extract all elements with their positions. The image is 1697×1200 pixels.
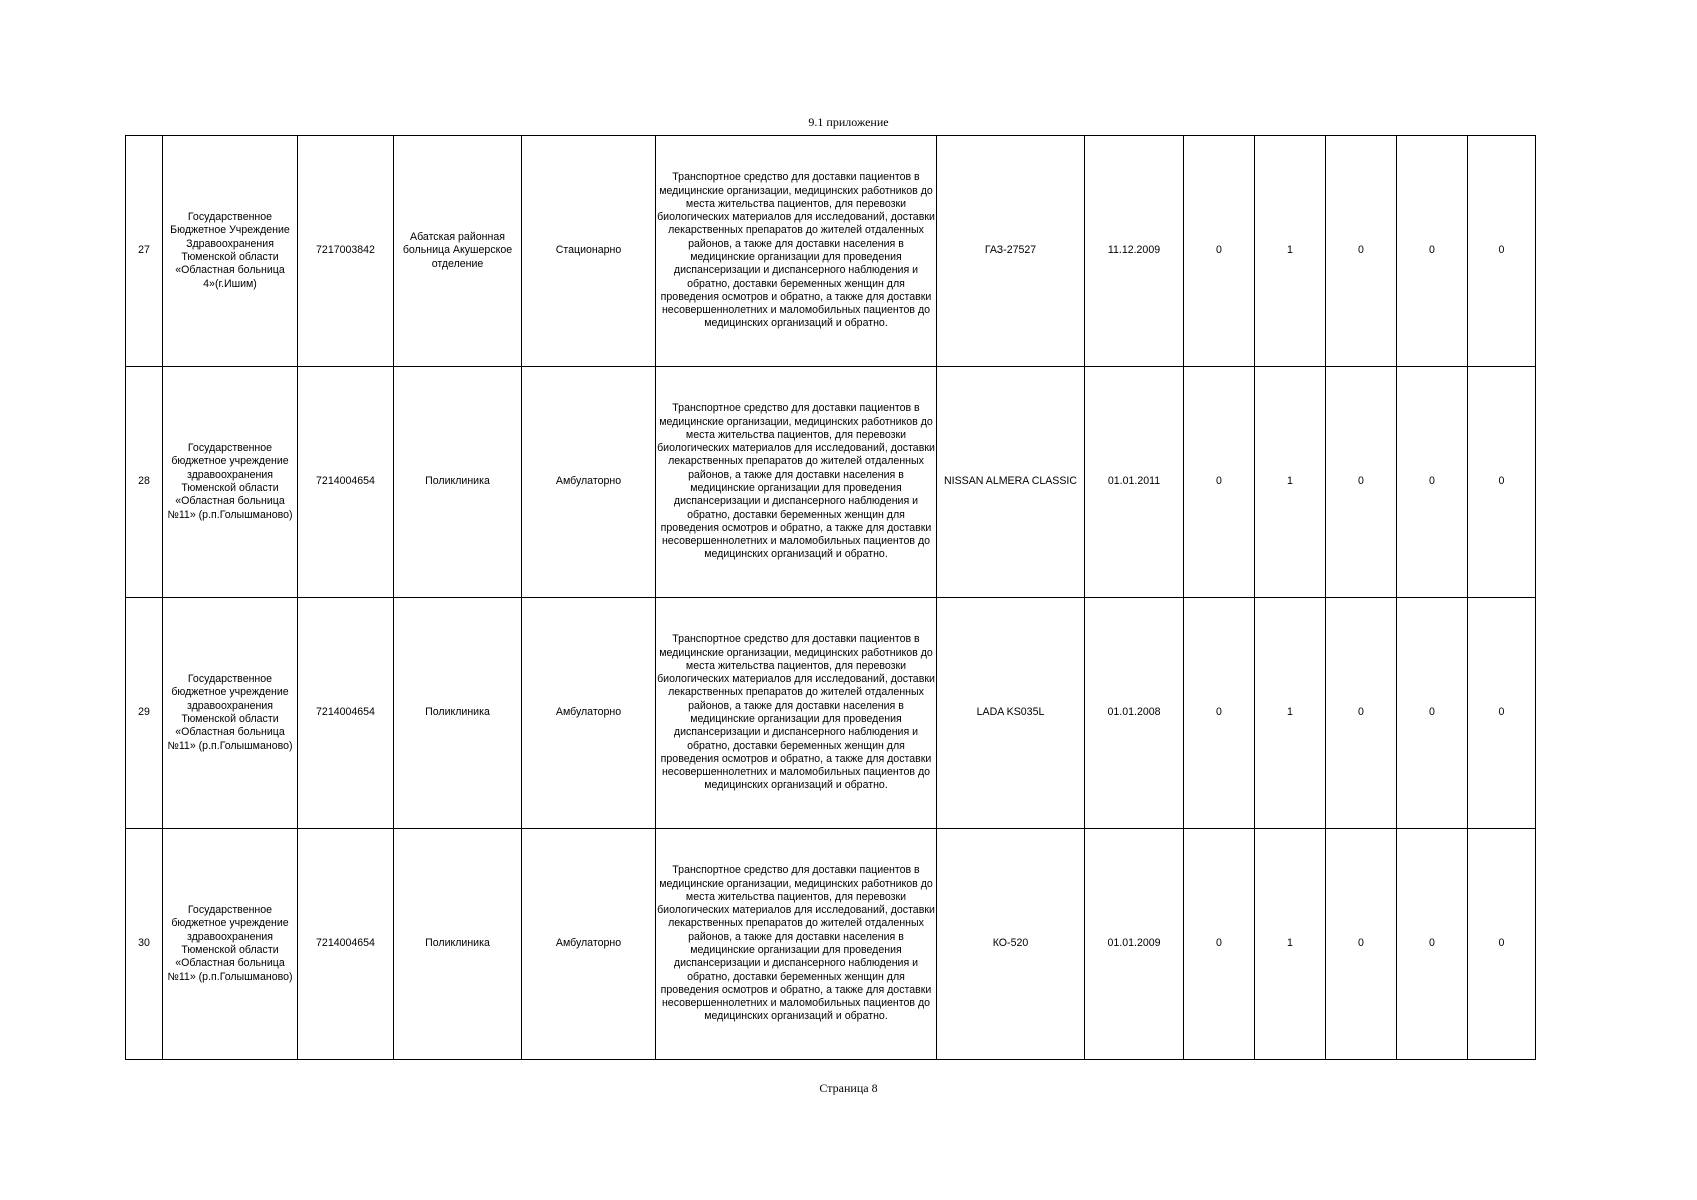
count-cell: 0: [1184, 136, 1255, 367]
count-cell: 0: [1397, 367, 1468, 598]
vehicle-purpose: Транспортное средство для доставки пациентов в медицинские организации, медицинских работников до места жительства пациентов, для перевозки биологических материалов для исследований, доставки лекарственных препаратов до жителей отдаленных районов, а также для доставки населения в медицинские организации для проведения диспансеризации и диспансерного наблюдения и обратно, доставки беременных женщин для проведения осмотров и обратно, а также для доставки несовершеннолетних и маломобильных пациентов до медицинских организаций и обратно.: [656, 136, 937, 367]
vehicle-purpose: Транспортное средство для доставки пациентов в медицинские организации, медицинских работников до места жительства пациентов, для перевозки биологических материалов для исследований, доставки лекарственных препаратов до жителей отдаленных районов, а также для доставки населения в медицинские организации для проведения диспансеризации и диспансерного наблюдения и обратно, доставки беременных женщин для проведения осмотров и обратно, а также для доставки несовершеннолетних и маломобильных пациентов до медицинских организаций и обратно.: [656, 598, 937, 829]
count-cell: 0: [1468, 598, 1536, 829]
count-cell: 0: [1468, 367, 1536, 598]
count-cell: 1: [1255, 598, 1326, 829]
unit-name: Поликлиника: [394, 598, 522, 829]
count-cell: 1: [1255, 367, 1326, 598]
organization-name: Государственное бюджетное учреждение здравоохранения Тюменской области «Областная больница №11» (р.п.Голышманово): [163, 367, 298, 598]
vehicle-model: ГАЗ-27527: [937, 136, 1085, 367]
unit-name: Поликлиника: [394, 367, 522, 598]
vehicle-model: NISSAN ALMERA CLASSIC: [937, 367, 1085, 598]
vehicle-table: [125, 135, 1536, 1060]
count-cell: 0: [1184, 598, 1255, 829]
unit-name: Поликлиника: [394, 829, 522, 1060]
organization-name: Государственное Бюджетное Учреждение Здравоохранения Тюменской области «Областная больница 4»(г.Ишим): [163, 136, 298, 367]
table-row: [126, 829, 1536, 1060]
inn: 7214004654: [298, 367, 394, 598]
table-row: [126, 598, 1536, 829]
row-number: 29: [126, 598, 163, 829]
inn: 7217003842: [298, 136, 394, 367]
vehicle-purpose: Транспортное средство для доставки пациентов в медицинские организации, медицинских работников до места жительства пациентов, для перевозки биологических материалов для исследований, доставки лекарственных препаратов до жителей отдаленных районов, а также для доставки населения в медицинские организации для проведения диспансеризации и диспансерного наблюдения и обратно, доставки беременных женщин для проведения осмотров и обратно, а также для доставки несовершеннолетних и маломобильных пациентов до медицинских организаций и обратно.: [656, 829, 937, 1060]
inn: 7214004654: [298, 598, 394, 829]
vehicle-date: 11.12.2009: [1085, 136, 1184, 367]
vehicle-date: 01.01.2011: [1085, 367, 1184, 598]
inn: 7214004654: [298, 829, 394, 1060]
care-mode: Амбулаторно: [522, 367, 656, 598]
organization-name: Государственное бюджетное учреждение здравоохранения Тюменской области «Областная больница №11» (р.п.Голышманово): [163, 598, 298, 829]
count-cell: 1: [1255, 136, 1326, 367]
care-mode: Стационарно: [522, 136, 656, 367]
count-cell: 0: [1326, 136, 1397, 367]
count-cell: 1: [1255, 829, 1326, 1060]
row-number: 30: [126, 829, 163, 1060]
vehicle-purpose: Транспортное средство для доставки пациентов в медицинские организации, медицинских работников до места жительства пациентов, для перевозки биологических материалов для исследований, доставки лекарственных препаратов до жителей отдаленных районов, а также для доставки населения в медицинские организации для проведения диспансеризации и диспансерного наблюдения и обратно, доставки беременных женщин для проведения осмотров и обратно, а также для доставки несовершеннолетних и маломобильных пациентов до медицинских организаций и обратно.: [656, 367, 937, 598]
row-number: 27: [126, 136, 163, 367]
table-row: [126, 367, 1536, 598]
count-cell: 0: [1326, 829, 1397, 1060]
count-cell: 0: [1468, 136, 1536, 367]
vehicle-model: LADA KS035L: [937, 598, 1085, 829]
care-mode: Амбулаторно: [522, 829, 656, 1060]
count-cell: 0: [1397, 598, 1468, 829]
unit-name: Абатская районная больница Акушерское отделение: [394, 136, 522, 367]
count-cell: 0: [1397, 829, 1468, 1060]
page-footer: Страница 8: [819, 1081, 878, 1095]
count-cell: 0: [1326, 367, 1397, 598]
vehicle-date: 01.01.2008: [1085, 598, 1184, 829]
count-cell: 0: [1397, 136, 1468, 367]
row-number: 28: [126, 367, 163, 598]
page-header: 9.1 приложение: [808, 115, 889, 129]
organization-name: Государственное бюджетное учреждение здравоохранения Тюменской области «Областная больница №11» (р.п.Голышманово): [163, 829, 298, 1060]
count-cell: 0: [1184, 829, 1255, 1060]
vehicle-date: 01.01.2009: [1085, 829, 1184, 1060]
count-cell: 0: [1326, 598, 1397, 829]
table-row: [126, 136, 1536, 367]
care-mode: Амбулаторно: [522, 598, 656, 829]
count-cell: 0: [1184, 367, 1255, 598]
count-cell: 0: [1468, 829, 1536, 1060]
vehicle-model: КО-520: [937, 829, 1085, 1060]
